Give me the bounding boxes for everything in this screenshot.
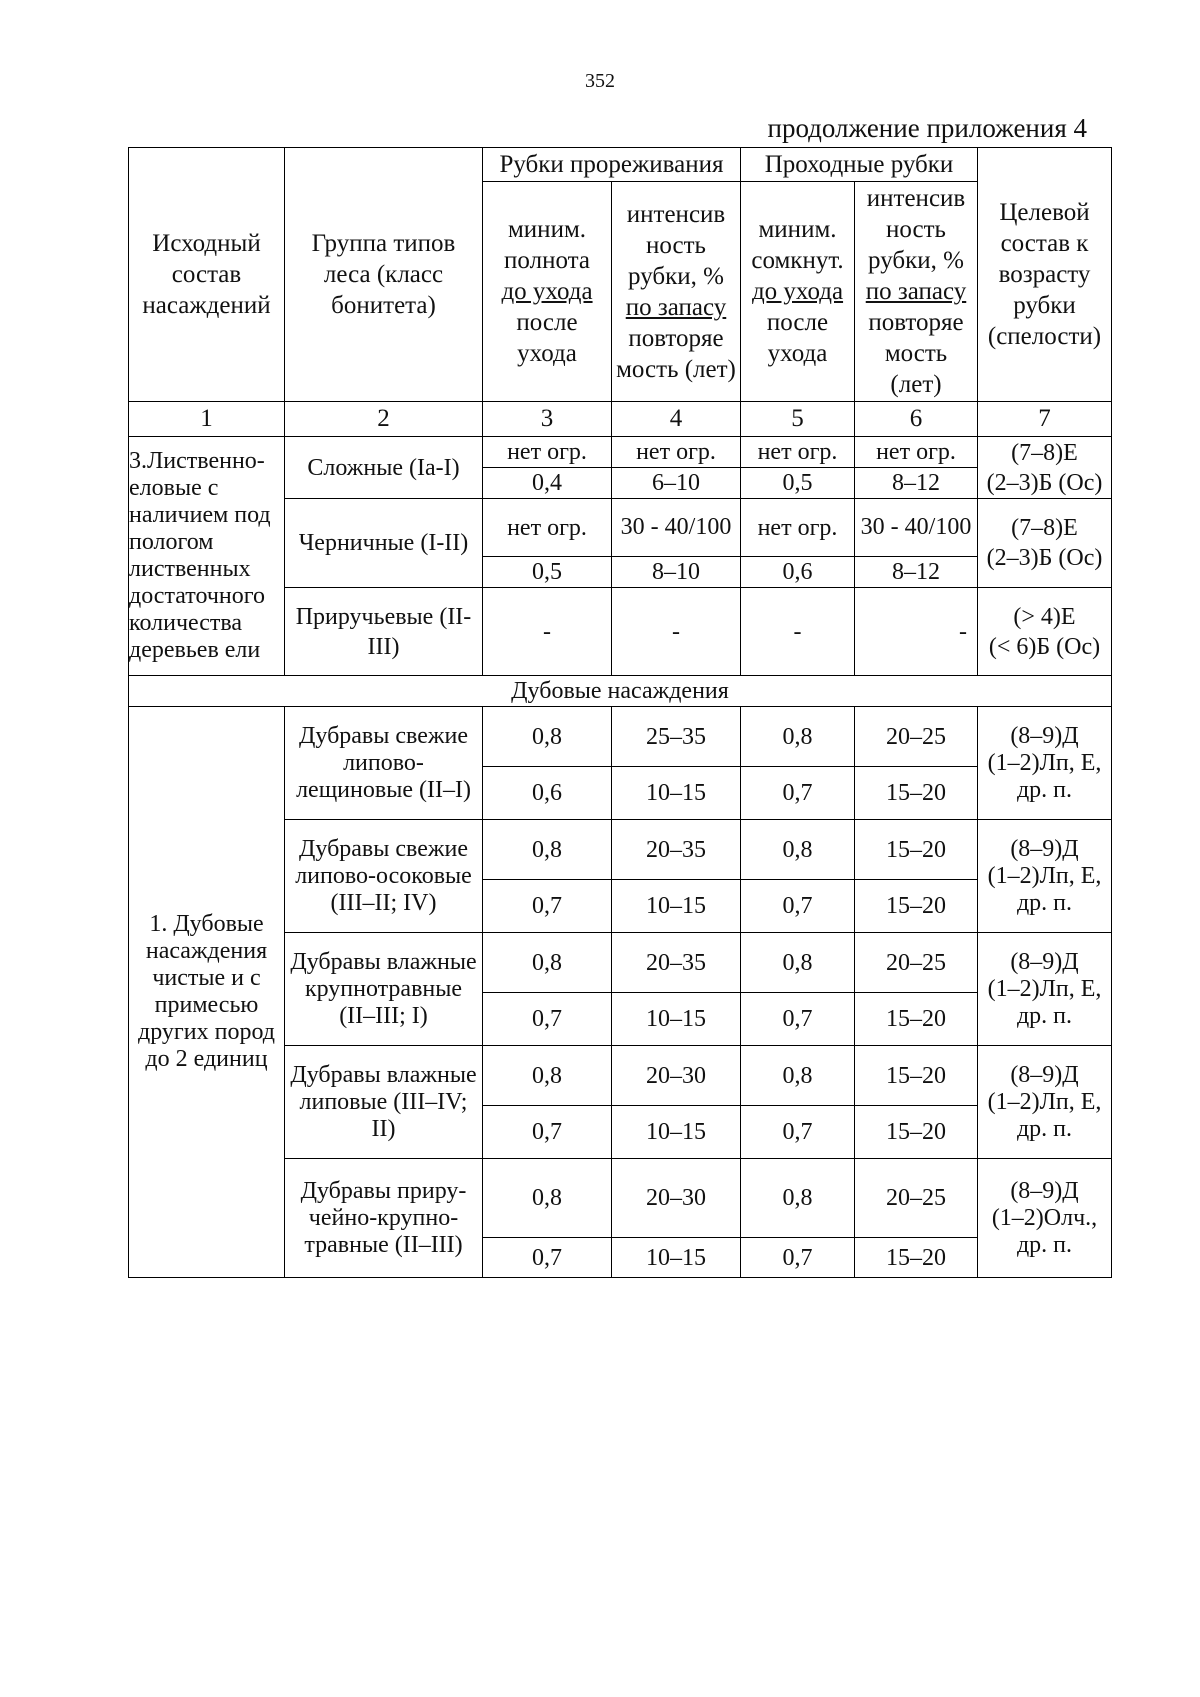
cell: 0,7: [741, 880, 855, 933]
header-intensity-stock: по запасу: [625, 293, 727, 321]
header-passage-group: Проходные рубки: [741, 148, 978, 182]
forest-group-cell: Дубравы свежие липово-лещиновые (II–I): [285, 707, 483, 820]
cell: 0,6: [741, 557, 855, 588]
cell: 30 - 40/100: [855, 499, 978, 557]
cell: 0,8: [741, 1046, 855, 1106]
header-thinning-group: Рубки прореживания: [483, 148, 741, 182]
forest-group-cell: Дубравы влажные крупнотравные (II–III; I): [285, 933, 483, 1046]
cell: 10–15: [612, 993, 741, 1046]
cell: 15–20: [855, 993, 978, 1046]
cell: -: [612, 588, 741, 676]
forest-group-cell: Приручьевые (II-III): [285, 588, 483, 676]
cell: 0,8: [741, 820, 855, 880]
forest-thinning-table: [128, 147, 1112, 1278]
header-min-density: [483, 182, 612, 402]
cell: 0,8: [483, 1159, 612, 1238]
column-numbers-row: [129, 402, 1112, 437]
cell: 0,7: [741, 767, 855, 820]
header-intensity-passage-stock: по запасу: [865, 278, 967, 305]
page-number: 352: [585, 70, 615, 92]
cell: 0,7: [483, 1238, 612, 1278]
origin-cell: 3.Лиственно-еловые с наличием под пологом лиственных достаточного количества деревьев ели: [129, 437, 285, 676]
cell: нет огр.: [483, 499, 612, 557]
forest-group-cell: Дубравы приру-чейно-крупно-травные (II–III): [285, 1159, 483, 1278]
cell: 25–35: [612, 707, 741, 767]
col-number: 5: [741, 402, 855, 437]
table-row: [129, 707, 1112, 767]
cell: 10–15: [612, 880, 741, 933]
cell: 10–15: [612, 767, 741, 820]
cell: 0,7: [483, 993, 612, 1046]
cell: 15–20: [855, 880, 978, 933]
cell: -: [741, 588, 855, 676]
cell: 0,8: [483, 707, 612, 767]
cell: 15–20: [855, 820, 978, 880]
cell: 20–35: [612, 820, 741, 880]
cell: 20–25: [855, 1159, 978, 1238]
cell: 0,7: [483, 880, 612, 933]
cell: 0,8: [741, 933, 855, 993]
cell: 20–35: [612, 933, 741, 993]
col-number: 3: [483, 402, 612, 437]
forest-group-cell: Дубравы влажные липовые (III–IV; II): [285, 1046, 483, 1159]
col-number: 4: [612, 402, 741, 437]
cell: 30 - 40/100: [612, 499, 741, 557]
cell: 0,7: [483, 1106, 612, 1159]
cell: 0,8: [483, 820, 612, 880]
cell: -: [483, 588, 612, 676]
col-number: 2: [285, 402, 483, 437]
header-intensity-repeat: повторяе мость (лет): [616, 324, 736, 383]
forest-group-cell: Дубравы свежие липово-осоковые (III–II; IV): [285, 820, 483, 933]
header-intensity-thinning: [612, 182, 741, 402]
cell: нет огр.: [483, 437, 612, 468]
header-intensity-passage: [855, 182, 978, 402]
header-target: Целевой состав к возрасту рубки (спелости): [978, 148, 1112, 402]
cell: 0,7: [741, 1106, 855, 1159]
cell: 20–25: [855, 707, 978, 767]
target-cell: (8–9)Д (1–2)Лп, Е, др. п.: [978, 1046, 1112, 1159]
cell: -: [855, 588, 978, 676]
target-cell: (8–9)Д (1–2)Лп, Е, др. п.: [978, 820, 1112, 933]
col-number: 7: [978, 402, 1112, 437]
cell: 0,5: [741, 468, 855, 499]
cell: 10–15: [612, 1106, 741, 1159]
header-min-density-1: миним. полнота: [504, 216, 590, 274]
header-intensity-1: интенсив ность рубки, %: [626, 200, 726, 290]
cell: 0,7: [741, 993, 855, 1046]
cell: 8–10: [612, 557, 741, 588]
continuation-caption: продолжение приложения 4: [767, 113, 1087, 143]
header-origin: Исходный состав насаждений: [129, 148, 285, 402]
cell: 20–30: [612, 1046, 741, 1106]
header-min-density-after: после ухода: [516, 309, 578, 367]
cell: 0,6: [483, 767, 612, 820]
cell: 15–20: [855, 1106, 978, 1159]
cell: 0,5: [483, 557, 612, 588]
forest-group-cell: Сложные (Ia-I): [285, 437, 483, 499]
cell: 0,8: [741, 707, 855, 767]
cell: 0,8: [483, 933, 612, 993]
cell: 10–15: [612, 1238, 741, 1278]
forest-group-cell: Черничные (I-II): [285, 499, 483, 588]
cell: 0,4: [483, 468, 612, 499]
col-number: 1: [129, 402, 285, 437]
target-cell: (7–8)Е (2–3)Б (Ос): [978, 499, 1112, 588]
cell: 6–10: [612, 468, 741, 499]
cell: 0,8: [741, 1159, 855, 1238]
target-cell: (> 4)Е (< 6)Б (Ос): [978, 588, 1112, 676]
cell: 0,8: [483, 1046, 612, 1106]
target-cell: (8–9)Д (1–2)Олч., др. п.: [978, 1159, 1112, 1278]
header-intensity-passage-1: интенсив ность рубки, %: [866, 185, 966, 274]
header-intensity-passage-repeat: повторяе мость (лет): [868, 309, 964, 398]
cell: 15–20: [855, 1238, 978, 1278]
cell: нет огр.: [855, 437, 978, 468]
cell: 20–30: [612, 1159, 741, 1238]
header-min-closure-1: миним. сомкнут.: [751, 216, 844, 274]
header-forest-group: Группа типов леса (класс бонитета): [285, 148, 483, 402]
table-row: [129, 437, 1112, 468]
header-min-density-before: до ухода: [501, 278, 593, 305]
target-cell: (8–9)Д (1–2)Лп, Е, др. п.: [978, 933, 1112, 1046]
header-min-closure: [741, 182, 855, 402]
cell: нет огр.: [741, 437, 855, 468]
section-title-row: [129, 676, 1112, 707]
cell: 20–25: [855, 933, 978, 993]
target-cell: (7–8)Е (2–3)Б (Ос): [978, 437, 1112, 499]
section-title: Дубовые насаждения: [129, 676, 1112, 707]
target-cell: (8–9)Д (1–2)Лп, Е, др. п.: [978, 707, 1112, 820]
header-min-closure-after: после ухода: [766, 309, 829, 367]
origin-cell: 1. Дубовые насаждения чистые и с примесью других пород до 2 единиц: [129, 707, 285, 1278]
cell: нет огр.: [741, 499, 855, 557]
col-number: 6: [855, 402, 978, 437]
cell: 0,7: [741, 1238, 855, 1278]
cell: 15–20: [855, 1046, 978, 1106]
cell: 8–12: [855, 468, 978, 499]
cell: нет огр.: [612, 437, 741, 468]
cell: 15–20: [855, 767, 978, 820]
cell: 8–12: [855, 557, 978, 588]
header-min-closure-before: до ухода: [751, 278, 844, 305]
